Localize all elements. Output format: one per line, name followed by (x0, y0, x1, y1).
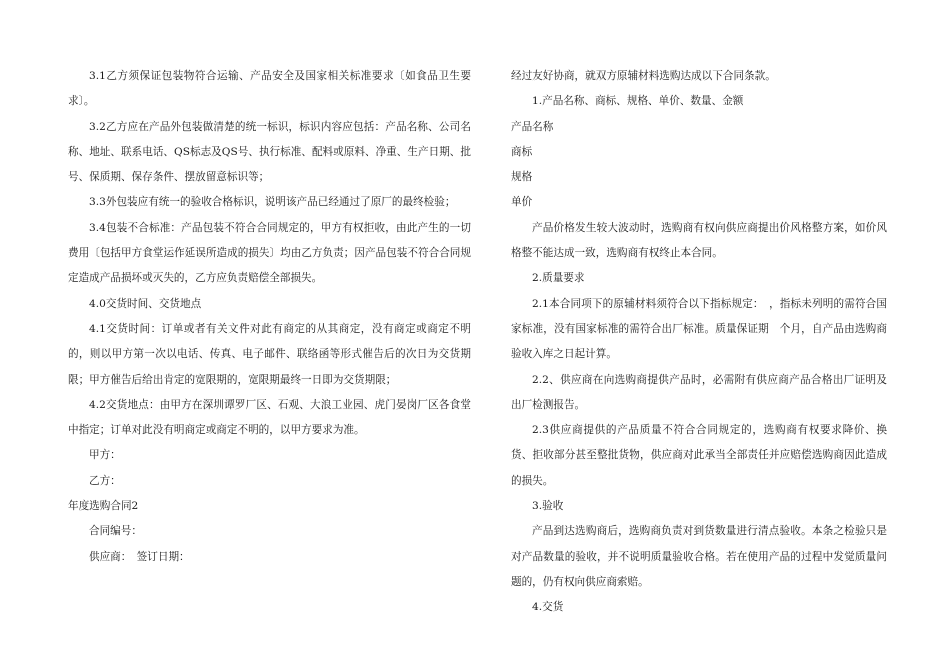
unit-price-label: 单价 (511, 196, 533, 209)
price-fluctuation-paragraph: 产品价格发生较大波动时，选购商有权向供应商提出价风格整方案，如价风格整不能达成一致，选购商有权终止本合同。 (511, 221, 887, 260)
clause-4-2: 4.2交货地点：由甲方在深圳谭罗厂区、石观、大浪工业园、虎门晏岗厂区各食堂中指定；订单对此没有明商定或商定不明的，以甲方要求为准。 (68, 398, 471, 437)
product-name-label: 产品名称 (511, 120, 554, 133)
contract-2-title: 年度选购合同2 (68, 500, 139, 513)
supplier-date-label: 供应商： 签订日期： (89, 550, 190, 563)
party-b-label: 乙方： (89, 474, 121, 487)
clause-3-4: 3.4包装不合标准：产品包装不符合合同规定的，甲方有权拒收，由此产生的一切费用〔包括甲方食堂运作延误所造成的损失〕均由乙方负责；因产品包装不符合合同规定造成产品损坏或灭失的，乙方应负责赔偿全部损失。 (68, 221, 471, 285)
section-2-heading: 2.质量要求 (532, 272, 585, 285)
acceptance-paragraph: 产品到达选购商后，选购商负责对到货数量进行清点验收。本条之检验只是对产品数量的验收，并不说明质量验收合格。若在使用产品的过程中发觉质量问题的，仍有权向供应商索赔。 (511, 525, 887, 588)
section-4-heading: 4.交货 (532, 601, 564, 614)
section-1-heading: 1.产品名称、商标、规格、单价、数量、金额 (532, 95, 744, 108)
clause-4-1: 4.1交货时间：订单或者有关文件对此有商定的从其商定，没有商定或商定不明的，则以甲方第一次以电话、传真、电子邮件、联络函等形式催告后的次日为交货期限；甲方催告后给出肯定的宽限期的，宽限期最终一日即为交货期限； (68, 322, 471, 386)
clause-2-1: 2.1本合同项下的原辅材料须符合以下指标规定： ，指标未列明的需符合国家标准，没有国家标准的需符合出厂标准。质量保证期 个月，自产品由选购商验收入库之日起计算。 (511, 297, 887, 361)
intro-paragraph: 经过友好协商，就双方原辅材料选购达成以下合同条款。 (511, 70, 776, 82)
clause-3-3: 3.3外包装应有统一的验收合格标识，说明该产品已经通过了原厂的最终检验； (89, 196, 456, 209)
trademark-label: 商标 (511, 145, 533, 158)
clause-2-3: 2.3供应商提供的产品质量不符合合同规定的，选购商有权要求降价、换货、拒收部分甚至整批货物，供应商对此承当全部责任并应赔偿选购商因此造成的损失。 (511, 424, 887, 487)
left-column (68, 64, 471, 570)
right-column (511, 64, 887, 621)
clause-3-1: 3.1乙方须保证包装物符合运输、产品安全及国家相关标准要求〔如食品卫生要求〕。 (68, 70, 471, 108)
clause-2-2: 2.2、供应商在向选购商提供产品时，必需附有供应商产品合格出厂证明及出厂检测报告。 (511, 373, 887, 411)
section-4-0-heading: 4.0交货时间、交货地点 (89, 297, 202, 310)
specification-label: 规格 (511, 171, 533, 184)
clause-3-2: 3.2乙方应在产品外包装做清楚的统一标识，标识内容应包括：产品名称、公司名称、地址、联系电话、QS标志及QS号、执行标准、配料或原料、净重、生产日期、批号、保质期、保存条件、摆放留意标识等； (68, 120, 471, 184)
contract-number-label: 合同编号： (89, 525, 142, 538)
section-3-heading: 3.验收 (532, 500, 564, 513)
party-a-label: 甲方： (89, 449, 121, 462)
